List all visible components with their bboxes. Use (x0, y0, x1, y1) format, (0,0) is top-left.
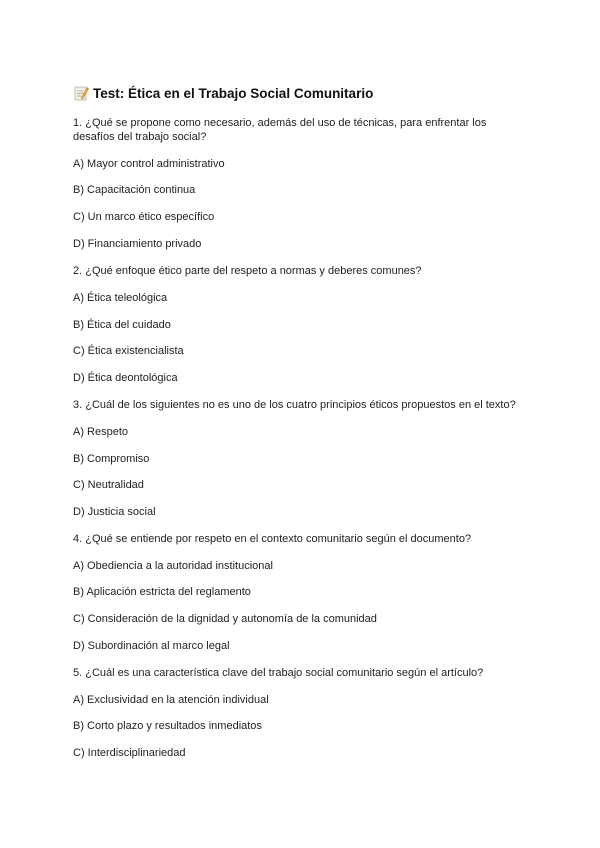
question-5-option-b: B) Corto plazo y resultados inmediatos (73, 720, 262, 732)
question-4-option-c: C) Consideración de la dignidad y autonomía de la comunidad (73, 613, 377, 625)
question-2: 2. ¿Qué enfoque ético parte del respeto a normas y deberes comunes? (73, 265, 422, 277)
question-3-option-c: C) Neutralidad (73, 479, 144, 491)
question-5-option-c: C) Interdisciplinariedad (73, 747, 186, 759)
memo-icon (73, 85, 89, 101)
title-text: Test: Ética en el Trabajo Social Comunitario (93, 85, 374, 101)
question-5: 5. ¿Cuál es una característica clave del trabajo social comunitario según el artículo? (73, 667, 484, 679)
question-1-option-d: D) Financiamiento privado (73, 238, 202, 250)
question-3-option-a: A) Respeto (73, 426, 129, 438)
question-2-option-d: D) Ética deontológica (73, 372, 178, 384)
question-1-option-c: C) Un marco ético específico (73, 211, 215, 223)
question-2-option-b: B) Ética del cuidado (73, 319, 171, 331)
question-4: 4. ¿Qué se entiende por respeto en el contexto comunitario según el documento? (73, 533, 472, 545)
question-5-option-a: A) Exclusividad en la atención individual (73, 694, 269, 706)
question-1-option-b: B) Capacitación continua (73, 184, 196, 196)
question-4-option-a: A) Obediencia a la autoridad institucional (73, 560, 273, 572)
question-1: 1. ¿Qué se propone como necesario, además del uso de técnicas, para enfrentar los desafíos del trabajo social? (73, 117, 487, 143)
question-3-option-d: D) Justicia social (73, 506, 156, 518)
question-3-option-b: B) Compromiso (73, 453, 150, 465)
question-4-option-d: D) Subordinación al marco legal (73, 640, 230, 652)
question-1-option-a: A) Mayor control administrativo (73, 158, 225, 170)
question-2-option-a: A) Ética teleológica (73, 292, 168, 304)
question-2-option-c: C) Ética existencialista (73, 345, 184, 357)
page-title (73, 85, 373, 101)
question-4-option-b: B) Aplicación estricta del reglamento (73, 586, 251, 598)
question-3: 3. ¿Cuál de los siguientes no es uno de los cuatro principios éticos propuestos en el texto? (73, 399, 516, 411)
